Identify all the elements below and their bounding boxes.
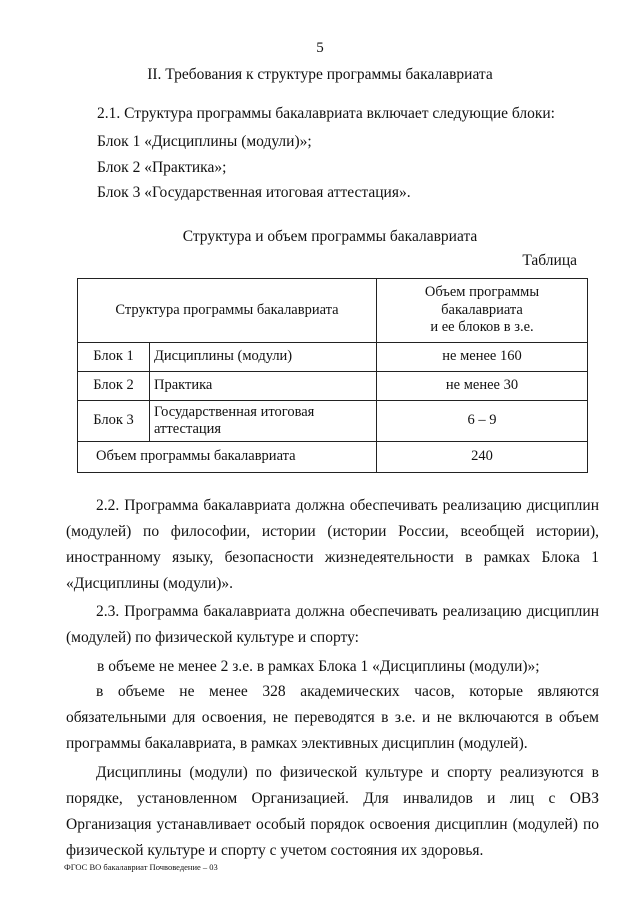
total-label: Объем программы бакалавриата <box>78 442 377 473</box>
row-block-label: Блок 3 <box>78 401 150 442</box>
structure-table <box>77 278 588 473</box>
footer-note: ФГОС ВО бакалавриат Почвоведение – 03 <box>64 862 218 872</box>
row-block-name: Государственная итоговая аттестация <box>150 401 377 442</box>
row-block-name: Практика <box>150 372 377 401</box>
block-list-item-3: Блок 3 «Государственная итоговая аттестация». <box>97 184 411 201</box>
paragraph-2-2: 2.2. Программа бакалавриата должна обеспечивать реализацию дисциплин (модулей) по философии, истории (истории России, всеобщей истории), иностранному языку, безопасности жизнедеятельности в рамках Блока 1 «Дисциплины (модули)». <box>66 497 599 592</box>
table-total-row <box>78 442 588 473</box>
table-header-row <box>78 279 588 343</box>
row-block-value: 6 – 9 <box>377 401 588 442</box>
paragraph-2-3-item-b: в объеме не менее 328 академических часов, которые являются обязательными для освоения, не переводятся в з.е. и не включаются в объем программы бакалавриата, в рамках элективных дисциплин (модулей). <box>66 683 599 752</box>
row-block-value: не менее 160 <box>377 343 588 372</box>
table-header-structure: Структура программы бакалавриата <box>78 279 377 343</box>
header-volume-line-3: и ее блоков в з.е. <box>430 319 534 336</box>
paragraph-2-3-note: Дисциплины (модули) по физической культуре и спорту реализуются в порядке, установленном Организацией. Для инвалидов и лиц с ОВЗ Организация устанавливает особый порядок освоения дисциплин (модулей) по физической культуре и спорту с учетом состояния их здоровья. <box>66 764 599 859</box>
table-title: Структура и объем программы бакалавриата <box>182 228 478 245</box>
paragraph-2-3-item-a: в объеме не менее 2 з.е. в рамках Блока 1 «Дисциплины (модули)»; <box>97 658 540 675</box>
table-header-volume <box>377 279 588 343</box>
section-title: II. Требования к структуре программы бакалавриата <box>147 66 493 83</box>
intro-line: 2.1. Структура программы бакалавриата включает следующие блоки: <box>97 105 555 122</box>
table-caption: Таблица <box>522 252 577 269</box>
header-volume-line-1: Объем программы <box>424 284 540 301</box>
block-list-item-1: Блок 1 «Дисциплины (модули)»; <box>97 133 312 150</box>
row-block-label: Блок 1 <box>78 343 150 372</box>
row-block-value: не менее 30 <box>377 372 588 401</box>
block-list-item-2: Блок 2 «Практика»; <box>97 159 227 176</box>
page-number: 5 <box>316 40 324 56</box>
paragraph-2-3: 2.3. Программа бакалавриата должна обеспечивать реализацию дисциплин (модулей) по физической культуре и спорту: <box>66 603 599 646</box>
row-block-name: Дисциплины (модули) <box>150 343 377 372</box>
header-volume-line-2: бакалавриата <box>441 301 523 318</box>
table-row <box>78 343 588 372</box>
table-row <box>78 401 588 442</box>
row-block-label: Блок 2 <box>78 372 150 401</box>
total-value: 240 <box>377 442 588 473</box>
table-row <box>78 372 588 401</box>
